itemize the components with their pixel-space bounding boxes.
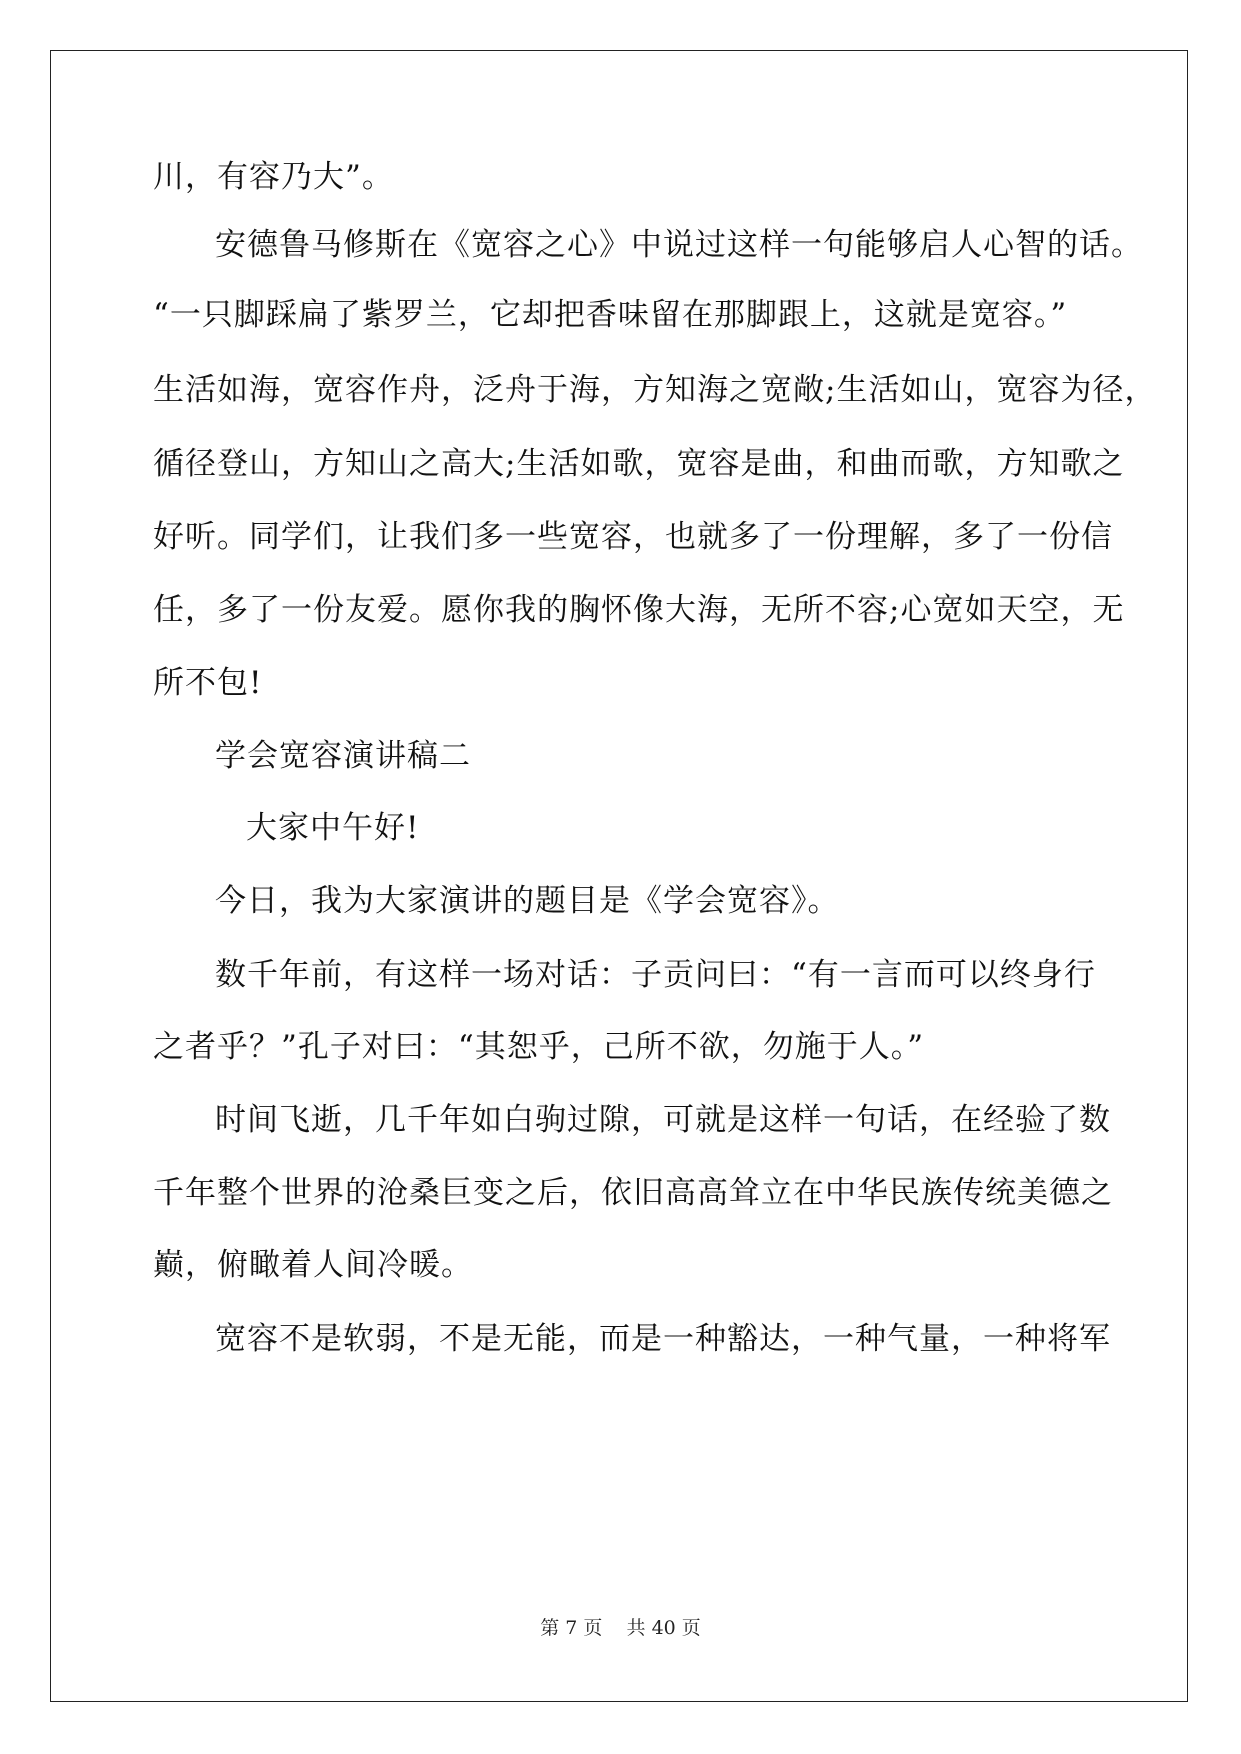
paragraph-start: 宽容不是软弱，不是无能，而是一种豁达，一种气量，一种将军 (215, 1321, 1111, 1357)
text-line: 任，多了一份友爱。愿你我的胸怀像大海，无所不容;心宽如天空，无 (153, 592, 1125, 628)
text-line: 之者乎？”孔子对曰：“其恕乎，己所不欲，勿施于人。” (153, 1029, 925, 1065)
section-heading: 学会宽容演讲稿二 (215, 738, 471, 774)
text-line: 好听。同学们，让我们多一些宽容，也就多了一份理解，多了一份信 (153, 519, 1113, 555)
text-line: 千年整个世界的沧桑巨变之后，依旧高高耸立在中华民族传统美德之 (153, 1175, 1113, 1211)
text-line: 所不包! (153, 665, 263, 701)
paragraph-start: 安德鲁马修斯在《宽容之心》中说过这样一句能够启人心智的话。 (215, 227, 1143, 263)
text-line: 巅，俯瞰着人间冷暖。 (153, 1247, 473, 1283)
text-line: 生活如海，宽容作舟，泛舟于海，方知海之宽敞;生活如山，宽容为径， (153, 372, 1157, 408)
text-line: 川，有容乃大”。 (153, 159, 394, 195)
text-line: “一只脚踩扁了紫罗兰，它却把香味留在那脚跟上，这就是宽容。” (153, 297, 1068, 333)
paragraph-start: 今日，我为大家演讲的题目是《学会宽容》。 (215, 883, 840, 919)
greeting: 大家中午好! (246, 810, 420, 846)
paragraph-start: 数千年前，有这样一场对话：子贡问曰：“有一言而可以终身行 (215, 957, 1096, 993)
paragraph-start: 时间飞逝，几千年如白驹过隙，可就是这样一句话，在经验了数 (215, 1102, 1111, 1138)
text-line: 循径登山，方知山之高大;生活如歌，宽容是曲，和曲而歌，方知歌之 (153, 446, 1125, 482)
page-number: 第 7 页 共 40 页 (540, 1617, 701, 1639)
